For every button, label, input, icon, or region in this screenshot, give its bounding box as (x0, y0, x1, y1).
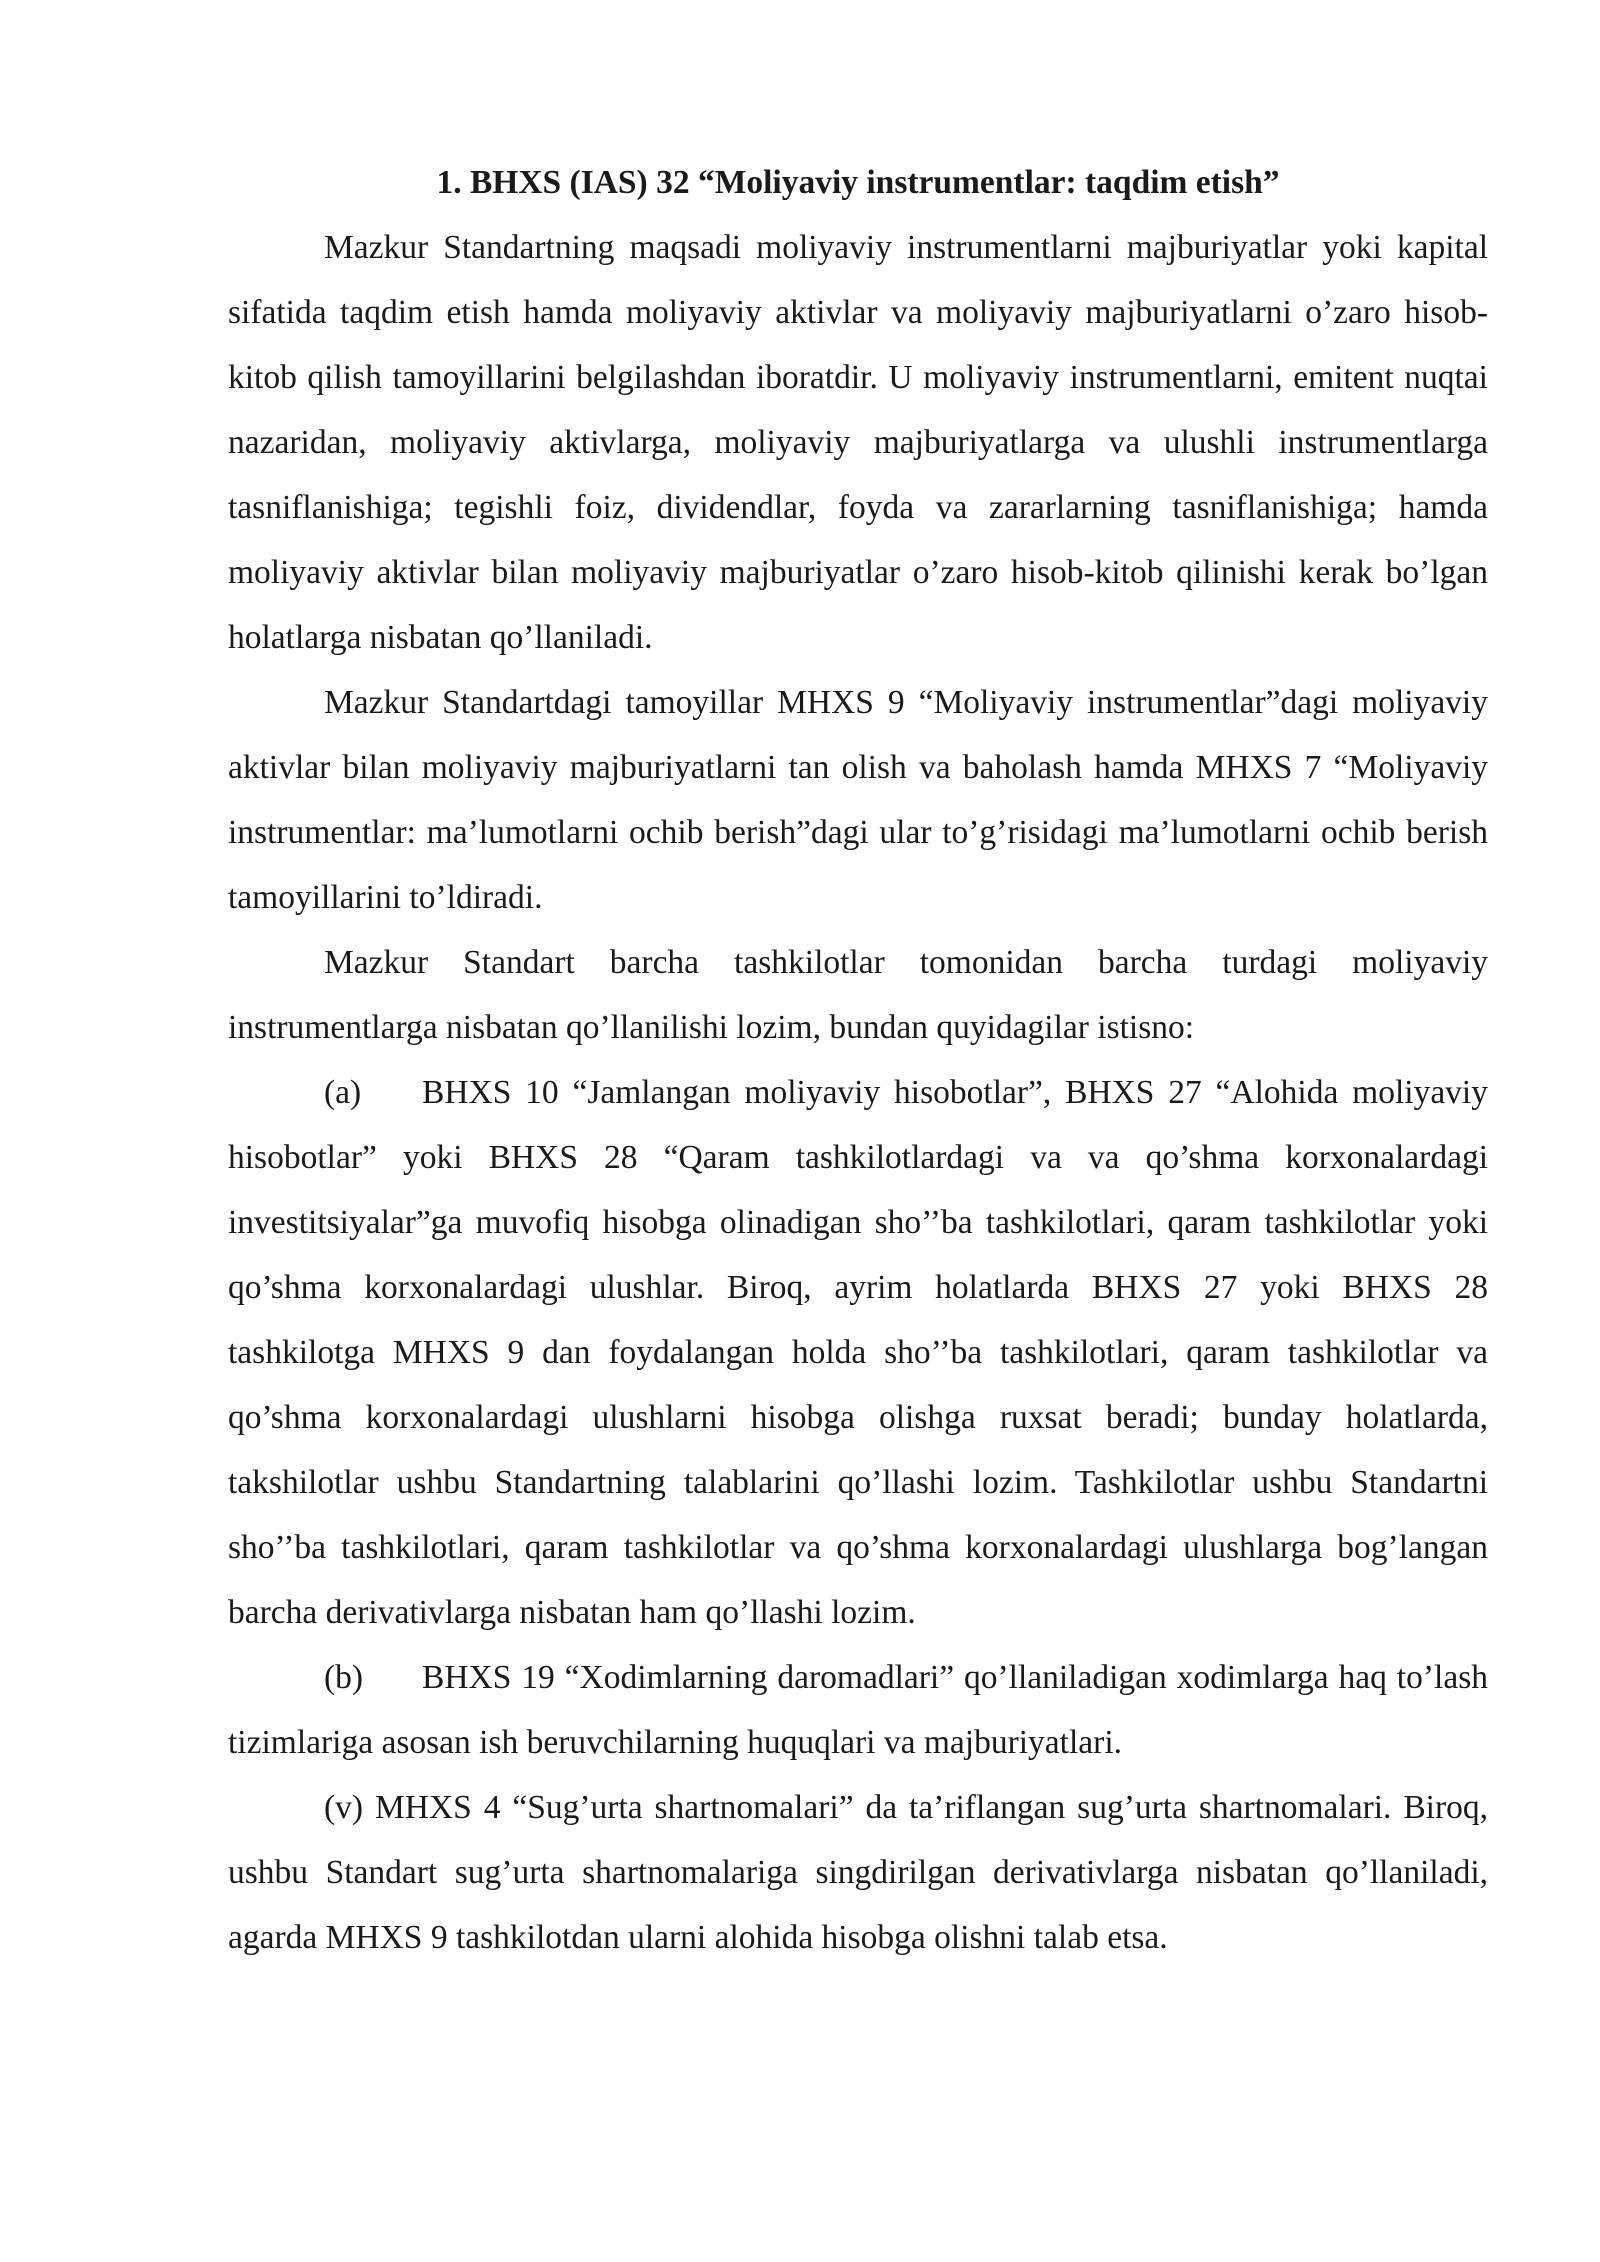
list-item-a (228, 1060, 1488, 1645)
list-item-marker: (a) (324, 1074, 362, 1111)
document-title: 1. BHXS (IAS) 32 “Moliyaviy instrumentlar: taqdim etish” (436, 164, 1280, 201)
document-page (228, 150, 1488, 1970)
paragraph-principles: Mazkur Standartdagi tamoyillar MHXS 9 “Moliyaviy instrumentlar”dagi moliyaviy aktivlar bilan moliyaviy majburiyatlarni tan olish va baholash hamda MHXS 7 “Moliyaviy instrumentlar: ma’lumotlarni ochib berish”dagi ular to’g’risidagi ma’lumotlarni ochib berish tamoyillarini to’ldiradi. (228, 684, 1488, 916)
list-item-text: BHXS 10 “Jamlangan moliyaviy hisobotlar”, BHXS 27 “Alohida moliyaviy hisobotlar” yoki BHXS 28 “Qaram tashkilotlardagi va va qo’shma korxonalardagi investitsiyalar”ga muvofiq hisobga olinadigan sho’’ba tashkilotlari, qaram tashkilotlar yoki qo’shma korxonalardagi ulushlar. Biroq, ayrim holatlarda BHXS 27 yoki BHXS 28 tashkilotga MHXS 9 dan foydalangan holda sho’’ba tashkilotlari, qaram tashkilotlar va qo’shma korxonalardagi ulushlarni hisobga olishga ruxsat beradi; bunday holatlarda, takshilotlar ushbu Standartning talablarini qo’llashi lozim. Tashkilotlar ushbu Standartni sho’’ba tashkilotlari, qaram tashkilotlar va qo’shma korxonalardagi ulushlarga bog’langan barcha derivativlarga nisbatan ham qo’llashi lozim. (228, 1074, 1488, 1631)
list-item-marker: (b) (324, 1659, 364, 1696)
paragraph-scope: Mazkur Standart barcha tashkilotlar tomonidan barcha turdagi moliyaviy instrumentlarga nisbatan qo’llanilishi lozim, bundan quyidagilar istisno: (228, 944, 1488, 1046)
list-item-marker: (v) (324, 1789, 364, 1826)
list-item-text: BHXS 19 “Xodimlarning daromadlari” qo’llaniladigan xodimlarga haq to’lash tizimlariga asosan ish beruvchilarning huquqlari va majburiyatlari. (228, 1659, 1488, 1761)
paragraph-purpose: Mazkur Standartning maqsadi moliyaviy instrumentlarni majburiyatlar yoki kapital sifatida taqdim etish hamda moliyaviy aktivlar va moliyaviy majburiyatlarni o’zaro hisob-kitob qilish tamoyillarini belgilashdan iboratdir. U moliyaviy instrumentlarni, emitent nuqtai nazaridan, moliyaviy aktivlarga, moliyaviy majburiyatlarga va ulushli instrumentlarga tasniflanishiga; tegishli foiz, dividendlar, foyda va zararlarning tasniflanishiga; hamda moliyaviy aktivlar bilan moliyaviy majburiyatlar o’zaro hisob-kitob qilinishi kerak bo’lgan holatlarga nisbatan qo’llaniladi. (228, 229, 1488, 656)
list-item-b (228, 1645, 1488, 1775)
list-item-v (228, 1775, 1488, 1970)
list-item-text: MHXS 4 “Sug’urta shartnomalari” da ta’riflangan sug’urta shartnomalari. Biroq, ushbu Standart sug’urta shartnomalariga singdirilgan derivativlarga nisbatan qo’llaniladi, agarda MHXS 9 tashkilotdan ularni alohida hisobga olishni talab etsa. (228, 1789, 1489, 1956)
